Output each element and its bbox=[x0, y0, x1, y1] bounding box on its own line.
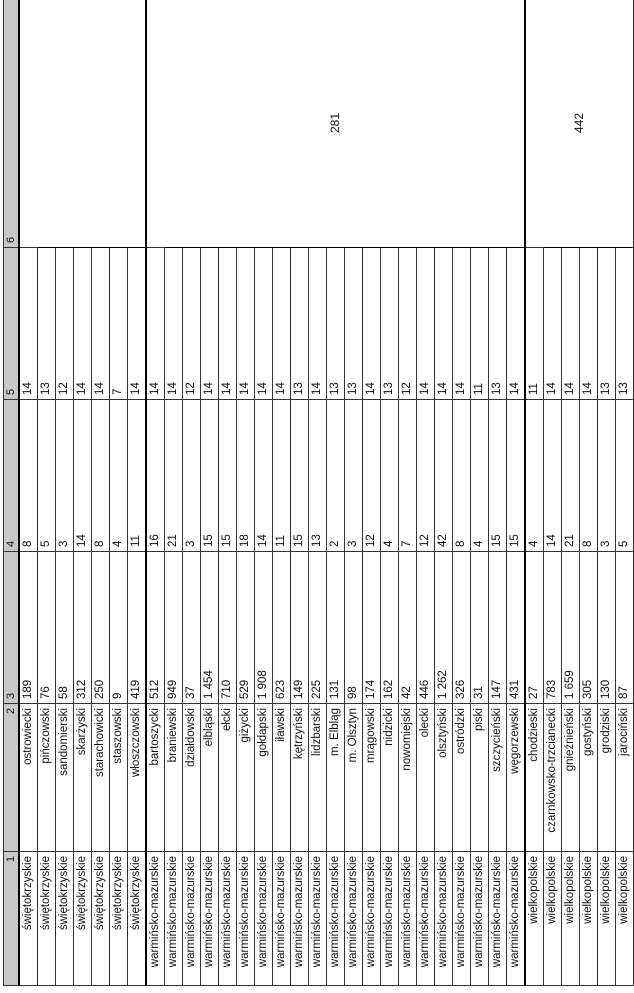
county-cell: gnieźnieński bbox=[562, 704, 580, 852]
header-cell-6: 6 bbox=[4, 0, 20, 248]
value-col5-cell: 14 bbox=[580, 248, 598, 400]
value-col5-cell: 14 bbox=[507, 248, 526, 400]
value-col3-cell: 623 bbox=[273, 552, 291, 704]
county-cell: gołdapski bbox=[255, 704, 273, 852]
value-col3-cell: 98 bbox=[345, 552, 363, 704]
header-row bbox=[4, 0, 20, 986]
voivodeship-cell: warmińsko-mazurskie bbox=[453, 852, 471, 986]
value-col4-cell: 8 bbox=[92, 400, 110, 552]
table-row bbox=[19, 0, 38, 986]
county-cell: skarżyski bbox=[74, 704, 92, 852]
value-col5-cell: 14 bbox=[165, 248, 183, 400]
value-col3-cell: 162 bbox=[381, 552, 399, 704]
value-col3-cell: 529 bbox=[237, 552, 255, 704]
value-col5-cell: 14 bbox=[417, 248, 435, 400]
voivodeship-cell: warmińsko-mazurskie bbox=[471, 852, 489, 986]
value-col4-cell: 14 bbox=[255, 400, 273, 552]
voivodeship-cell: warmińsko-mazurskie bbox=[146, 852, 165, 986]
county-cell: ostródzki bbox=[453, 704, 471, 852]
county-cell: braniewski bbox=[165, 704, 183, 852]
value-col5-cell: 11 bbox=[525, 248, 544, 400]
value-col5-cell: 14 bbox=[544, 248, 562, 400]
value-col4-cell: 11 bbox=[273, 400, 291, 552]
value-col5-cell: 14 bbox=[219, 248, 237, 400]
voivodeship-cell: warmińsko-mazurskie bbox=[255, 852, 273, 986]
voivodeship-cell: warmińsko-mazurskie bbox=[165, 852, 183, 986]
value-col5-cell: 14 bbox=[128, 248, 147, 400]
value-col5-cell: 14 bbox=[435, 248, 453, 400]
voivodeship-cell: wielkopolskie bbox=[580, 852, 598, 986]
value-col5-cell: 14 bbox=[92, 248, 110, 400]
county-cell: jarociński bbox=[616, 704, 634, 852]
voivodeship-cell: warmińsko-mazurskie bbox=[345, 852, 363, 986]
county-cell: giżycki bbox=[237, 704, 255, 852]
value-col5-cell: 13 bbox=[345, 248, 363, 400]
value-col4-cell: 4 bbox=[525, 400, 544, 552]
value-col5-cell: 14 bbox=[562, 248, 580, 400]
value-col3-cell: 31 bbox=[471, 552, 489, 704]
voivodeship-cell: świętokrzyskie bbox=[56, 852, 74, 986]
value-col5-cell: 14 bbox=[146, 248, 165, 400]
voivodeship-cell: warmińsko-mazurskie bbox=[489, 852, 507, 986]
county-cell: piski bbox=[471, 704, 489, 852]
county-cell: nowomiejski bbox=[399, 704, 417, 852]
county-cell: starachowicki bbox=[92, 704, 110, 852]
value-col4-cell: 15 bbox=[489, 400, 507, 552]
value-col4-cell: 14 bbox=[74, 400, 92, 552]
voivodeship-cell: świętokrzyskie bbox=[110, 852, 128, 986]
value-col4-cell: 12 bbox=[363, 400, 381, 552]
value-col3-cell: 512 bbox=[146, 552, 165, 704]
voivodeship-cell: warmińsko-mazurskie bbox=[417, 852, 435, 986]
data-table bbox=[3, 0, 634, 986]
county-cell: elbląski bbox=[201, 704, 219, 852]
county-cell: grodziski bbox=[598, 704, 616, 852]
value-col5-cell: 13 bbox=[291, 248, 309, 400]
county-cell: bartoszycki bbox=[146, 704, 165, 852]
voivodeship-cell: wielkopolskie bbox=[562, 852, 580, 986]
value-col4-cell: 16 bbox=[146, 400, 165, 552]
value-col3-cell: 1 454 bbox=[201, 552, 219, 704]
value-col3-cell: 9 bbox=[110, 552, 128, 704]
value-col5-cell: 14 bbox=[74, 248, 92, 400]
value-col3-cell: 250 bbox=[92, 552, 110, 704]
voivodeship-cell: warmińsko-mazurskie bbox=[327, 852, 345, 986]
value-col5-cell: 14 bbox=[363, 248, 381, 400]
value-col4-cell: 5 bbox=[38, 400, 56, 552]
value-col3-cell: 225 bbox=[309, 552, 327, 704]
value-col5-cell: 14 bbox=[309, 248, 327, 400]
voivodeship-cell: warmińsko-mazurskie bbox=[309, 852, 327, 986]
value-col3-cell: 147 bbox=[489, 552, 507, 704]
value-col4-cell: 4 bbox=[110, 400, 128, 552]
voivodeship-cell: warmińsko-mazurskie bbox=[435, 852, 453, 986]
value-col4-cell: 15 bbox=[507, 400, 526, 552]
value-col5-cell: 14 bbox=[237, 248, 255, 400]
value-col5-cell: 13 bbox=[489, 248, 507, 400]
value-col3-cell: 131 bbox=[327, 552, 345, 704]
value-col5-cell: 13 bbox=[381, 248, 399, 400]
value-col4-cell: 14 bbox=[544, 400, 562, 552]
value-col5-cell: 14 bbox=[255, 248, 273, 400]
voivodeship-cell: warmińsko-mazurskie bbox=[363, 852, 381, 986]
county-cell: gostyński bbox=[580, 704, 598, 852]
voivodeship-cell: warmińsko-mazurskie bbox=[201, 852, 219, 986]
value-col4-cell: 3 bbox=[183, 400, 201, 552]
group-total-cell: 281 bbox=[146, 0, 525, 248]
value-col3-cell: 27 bbox=[525, 552, 544, 704]
value-col5-cell: 12 bbox=[56, 248, 74, 400]
voivodeship-cell: warmińsko-mazurskie bbox=[273, 852, 291, 986]
value-col5-cell: 13 bbox=[327, 248, 345, 400]
county-cell: działdowski bbox=[183, 704, 201, 852]
header-cell-4: 4 bbox=[4, 400, 20, 552]
header-cell-1: 1 bbox=[4, 852, 20, 986]
value-col3-cell: 37 bbox=[183, 552, 201, 704]
value-col4-cell: 13 bbox=[309, 400, 327, 552]
value-col5-cell: 14 bbox=[201, 248, 219, 400]
voivodeship-cell: wielkopolskie bbox=[525, 852, 544, 986]
value-col3-cell: 419 bbox=[128, 552, 147, 704]
value-col3-cell: 1 659 bbox=[562, 552, 580, 704]
value-col4-cell: 3 bbox=[598, 400, 616, 552]
county-cell: ostrowiecki bbox=[19, 704, 38, 852]
value-col4-cell: 8 bbox=[453, 400, 471, 552]
value-col5-cell: 11 bbox=[471, 248, 489, 400]
group-total-cell bbox=[19, 0, 146, 248]
value-col4-cell: 15 bbox=[219, 400, 237, 552]
value-col5-cell: 12 bbox=[399, 248, 417, 400]
county-cell: olecki bbox=[417, 704, 435, 852]
voivodeship-cell: wielkopolskie bbox=[544, 852, 562, 986]
voivodeship-cell: warmińsko-mazurskie bbox=[291, 852, 309, 986]
value-col3-cell: 1 262 bbox=[435, 552, 453, 704]
value-col4-cell: 18 bbox=[237, 400, 255, 552]
county-cell: kętrzyński bbox=[291, 704, 309, 852]
value-col4-cell: 21 bbox=[562, 400, 580, 552]
voivodeship-cell: warmińsko-mazurskie bbox=[381, 852, 399, 986]
value-col4-cell: 8 bbox=[580, 400, 598, 552]
county-cell: m. Olsztyn bbox=[345, 704, 363, 852]
value-col3-cell: 174 bbox=[363, 552, 381, 704]
voivodeship-cell: warmińsko-mazurskie bbox=[219, 852, 237, 986]
value-col5-cell: 13 bbox=[38, 248, 56, 400]
county-cell: lidzbarski bbox=[309, 704, 327, 852]
voivodeship-cell: świętokrzyskie bbox=[128, 852, 147, 986]
header-cell-3: 3 bbox=[4, 552, 20, 704]
value-col4-cell: 3 bbox=[345, 400, 363, 552]
value-col5-cell: 7 bbox=[110, 248, 128, 400]
header-cell-2: 2 bbox=[4, 704, 20, 852]
voivodeship-cell: warmińsko-mazurskie bbox=[399, 852, 417, 986]
voivodeship-cell: warmińsko-mazurskie bbox=[507, 852, 526, 986]
value-col4-cell: 7 bbox=[399, 400, 417, 552]
county-cell: pińczowski bbox=[38, 704, 56, 852]
voivodeship-cell: wielkopolskie bbox=[598, 852, 616, 986]
value-col5-cell: 14 bbox=[453, 248, 471, 400]
value-col5-cell: 12 bbox=[183, 248, 201, 400]
voivodeship-cell: wielkopolskie bbox=[616, 852, 634, 986]
value-col5-cell: 14 bbox=[19, 248, 38, 400]
value-col3-cell: 305 bbox=[580, 552, 598, 704]
value-col4-cell: 11 bbox=[128, 400, 147, 552]
value-col4-cell: 4 bbox=[381, 400, 399, 552]
value-col3-cell: 58 bbox=[56, 552, 74, 704]
voivodeship-cell: warmińsko-mazurskie bbox=[237, 852, 255, 986]
county-cell: iławski bbox=[273, 704, 291, 852]
county-cell: nidzicki bbox=[381, 704, 399, 852]
county-cell: sandomierski bbox=[56, 704, 74, 852]
voivodeship-cell: warmińsko-mazurskie bbox=[183, 852, 201, 986]
value-col4-cell: 42 bbox=[435, 400, 453, 552]
voivodeship-cell: świętokrzyskie bbox=[74, 852, 92, 986]
county-cell: ełcki bbox=[219, 704, 237, 852]
voivodeship-cell: świętokrzyskie bbox=[92, 852, 110, 986]
county-cell: czarnkowsko-trzcianecki bbox=[544, 704, 562, 852]
value-col4-cell: 12 bbox=[417, 400, 435, 552]
value-col4-cell: 15 bbox=[291, 400, 309, 552]
value-col3-cell: 949 bbox=[165, 552, 183, 704]
value-col4-cell: 21 bbox=[165, 400, 183, 552]
value-col3-cell: 783 bbox=[544, 552, 562, 704]
value-col3-cell: 1 908 bbox=[255, 552, 273, 704]
value-col3-cell: 130 bbox=[598, 552, 616, 704]
voivodeship-cell: świętokrzyskie bbox=[19, 852, 38, 986]
value-col4-cell: 4 bbox=[471, 400, 489, 552]
county-cell: szczycieński bbox=[489, 704, 507, 852]
value-col3-cell: 189 bbox=[19, 552, 38, 704]
value-col5-cell: 13 bbox=[598, 248, 616, 400]
county-cell: węgorzewski bbox=[507, 704, 526, 852]
value-col5-cell: 13 bbox=[616, 248, 634, 400]
group-total-cell: 442 bbox=[525, 0, 634, 248]
voivodeship-cell: świętokrzyskie bbox=[38, 852, 56, 986]
value-col4-cell: 3 bbox=[56, 400, 74, 552]
value-col5-cell: 14 bbox=[273, 248, 291, 400]
table-body bbox=[4, 0, 634, 986]
table-row bbox=[146, 0, 165, 986]
header-cell-5: 5 bbox=[4, 248, 20, 400]
value-col3-cell: 312 bbox=[74, 552, 92, 704]
value-col3-cell: 76 bbox=[38, 552, 56, 704]
county-cell: włoszczowski bbox=[128, 704, 147, 852]
county-cell: m. Elbląg bbox=[327, 704, 345, 852]
value-col3-cell: 42 bbox=[399, 552, 417, 704]
value-col3-cell: 710 bbox=[219, 552, 237, 704]
county-cell: mrągowski bbox=[363, 704, 381, 852]
county-cell: chodzieski bbox=[525, 704, 544, 852]
value-col3-cell: 446 bbox=[417, 552, 435, 704]
county-cell: olsztyński bbox=[435, 704, 453, 852]
value-col4-cell: 8 bbox=[19, 400, 38, 552]
table-row bbox=[525, 0, 544, 986]
value-col3-cell: 87 bbox=[616, 552, 634, 704]
value-col4-cell: 15 bbox=[201, 400, 219, 552]
value-col4-cell: 5 bbox=[616, 400, 634, 552]
county-cell: staszowski bbox=[110, 704, 128, 852]
value-col4-cell: 2 bbox=[327, 400, 345, 552]
value-col3-cell: 431 bbox=[507, 552, 526, 704]
value-col3-cell: 326 bbox=[453, 552, 471, 704]
value-col3-cell: 149 bbox=[291, 552, 309, 704]
